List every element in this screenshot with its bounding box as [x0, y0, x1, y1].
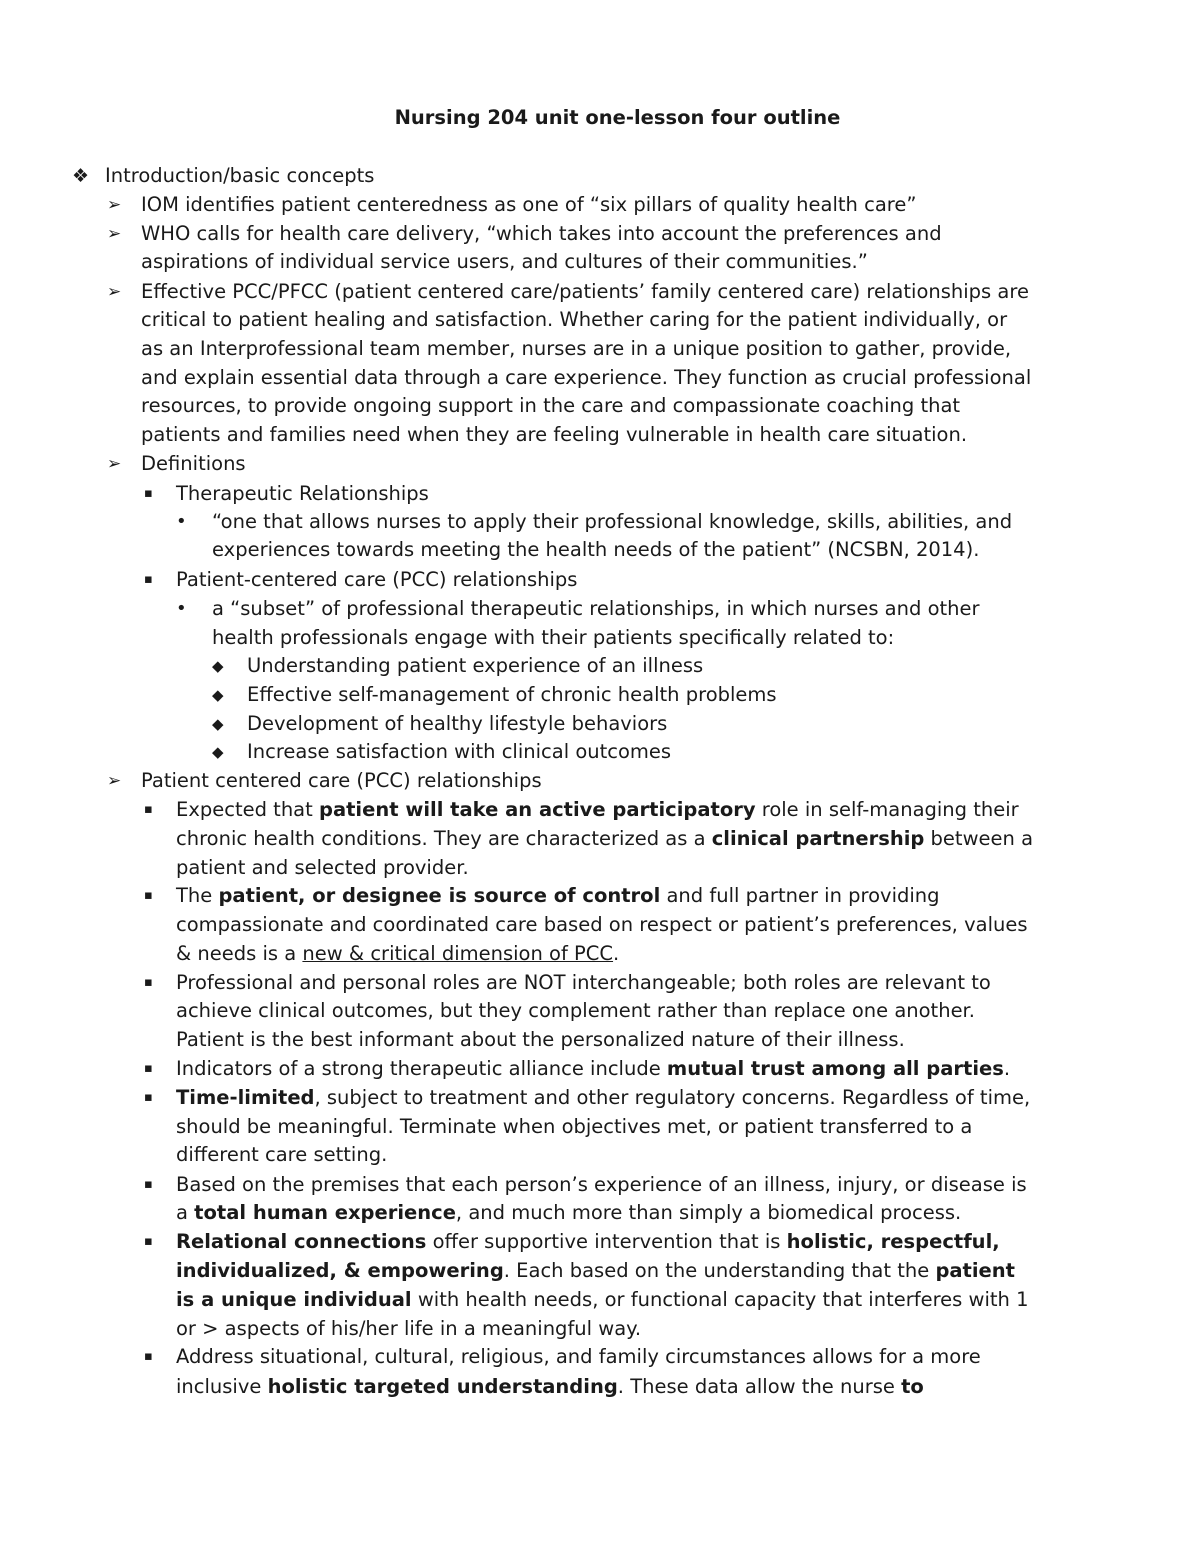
p2-line-2: compassionate and coordinated care based on respect or patient’s preferences, values	[176, 913, 1028, 936]
p8-line-1: Address situational, cultural, religious, and family circumstances allows for a more	[176, 1345, 981, 1368]
dot-bullet-icon: •	[176, 598, 187, 619]
therapeutic-def-2: experiences towards meeting the health needs of the patient” (NCSBN, 2014).	[212, 538, 980, 561]
therapeutic-def-1: “one that allows nurses to apply their professional knowledge, skills, abilities, and	[212, 510, 1013, 533]
pcc-def-2: health professionals engage with their patients specifically related to:	[212, 626, 895, 649]
arrow-bullet-icon: ➢	[107, 771, 122, 791]
square-bullet-icon: ▪	[144, 1234, 153, 1249]
square-bullet-icon: ▪	[144, 1177, 153, 1192]
pcc-rel-heading: Patient-centered care (PCC) relationships	[176, 568, 578, 591]
pcc-def-1: a “subset” of professional therapeutic relationships, in which nurses and other	[212, 597, 980, 620]
diamond-bullet-icon: ◆	[212, 686, 224, 704]
square-bullet-icon: ▪	[144, 1090, 153, 1105]
p5-line-1: Time-limited, subject to treatment and other regulatory concerns. Regardless of time,	[176, 1086, 1031, 1109]
p1-line-1: Expected that patient will take an active participatory role in self-managing their	[176, 798, 1019, 821]
p5-line-3: different care setting.	[176, 1143, 388, 1166]
list-item: Effective self-management of chronic health problems	[247, 683, 777, 706]
p8-line-2: inclusive holistic targeted understanding. These data allow the nurse to	[176, 1375, 924, 1398]
square-bullet-icon: ▪	[144, 486, 153, 501]
fancy-diamond-bullet-icon: ❖	[72, 165, 90, 187]
who-line-1: WHO calls for health care delivery, “which takes into account the preferences and	[141, 222, 942, 245]
square-bullet-icon: ▪	[144, 1349, 153, 1364]
arrow-bullet-icon: ➢	[107, 195, 122, 215]
dot-bullet-icon: •	[176, 511, 187, 532]
p5-line-2: should be meaningful. Terminate when objectives met, or patient transferred to a	[176, 1115, 973, 1138]
square-bullet-icon: ▪	[144, 888, 153, 903]
iom-line: IOM identifies patient centeredness as one of “six pillars of quality health care”	[141, 193, 917, 216]
p2-line-1: The patient, or designee is source of control and full partner in providing	[176, 884, 940, 907]
p7-line-3: is a unique individual with health needs, or functional capacity that interferes with 1	[176, 1288, 1029, 1311]
square-bullet-icon: ▪	[144, 1061, 153, 1076]
diamond-bullet-icon: ◆	[212, 743, 224, 761]
therapeutic-heading: Therapeutic Relationships	[176, 482, 429, 505]
arrow-bullet-icon: ➢	[107, 282, 122, 302]
p3-line-3: Patient is the best informant about the personalized nature of their illness.	[176, 1028, 905, 1051]
p3-line-2: achieve clinical outcomes, but they complement rather than replace one another.	[176, 999, 975, 1022]
p6-line-2: a total human experience, and much more than simply a biomedical process.	[176, 1201, 962, 1224]
p1-line-2: chronic health conditions. They are characterized as a clinical partnership between a	[176, 827, 1034, 850]
pcc-line-5: resources, to provide ongoing support in the care and compassionate coaching that	[141, 394, 961, 417]
who-line-2: aspirations of individual service users, and cultures of their communities.”	[141, 250, 868, 273]
arrow-bullet-icon: ➢	[107, 224, 122, 244]
p7-line-1: Relational connections offer supportive intervention that is holistic, respectful,	[176, 1230, 1000, 1253]
list-item: Development of healthy lifestyle behaviors	[247, 712, 668, 735]
diamond-bullet-icon: ◆	[212, 715, 224, 733]
p7-line-2: individualized, & empowering. Each based on the understanding that the patient	[176, 1259, 1015, 1282]
pcc-line-1: Effective PCC/PFCC (patient centered care/patients’ family centered care) relationships are	[141, 280, 1029, 303]
pcc-section-heading: Patient centered care (PCC) relationships	[141, 769, 542, 792]
pcc-line-3: as an Interprofessional team member, nurses are in a unique position to gather, provide,	[141, 337, 1012, 360]
list-item: Understanding patient experience of an illness	[247, 654, 704, 677]
pcc-line-4: and explain essential data through a care experience. They function as crucial professional	[141, 366, 1032, 389]
square-bullet-icon: ▪	[144, 572, 153, 587]
p1-line-3: patient and selected provider.	[176, 856, 469, 879]
document-title: Nursing 204 unit one-lesson four outline	[394, 106, 841, 129]
p3-line-1: Professional and personal roles are NOT interchangeable; both roles are relevant to	[176, 971, 991, 994]
p6-line-1: Based on the premises that each person’s experience of an illness, injury, or disease is	[176, 1173, 1027, 1196]
list-item: Increase satisfaction with clinical outcomes	[247, 740, 672, 763]
definitions-heading: Definitions	[141, 452, 246, 475]
p4-line-1: Indicators of a strong therapeutic alliance include mutual trust among all parties.	[176, 1057, 1011, 1080]
pcc-line-6: patients and families need when they are feeling vulnerable in health care situation.	[141, 423, 968, 446]
p7-line-4: or > aspects of his/her life in a meaningful way.	[176, 1317, 642, 1340]
p2-line-3: & needs is a new & critical dimension of PCC.	[176, 942, 620, 965]
square-bullet-icon: ▪	[144, 975, 153, 990]
square-bullet-icon: ▪	[144, 802, 153, 817]
intro-heading: Introduction/basic concepts	[105, 164, 375, 187]
arrow-bullet-icon: ➢	[107, 454, 122, 474]
diamond-bullet-icon: ◆	[212, 657, 224, 675]
pcc-line-2: critical to patient healing and satisfaction. Whether caring for the patient individually, or	[141, 308, 1008, 331]
